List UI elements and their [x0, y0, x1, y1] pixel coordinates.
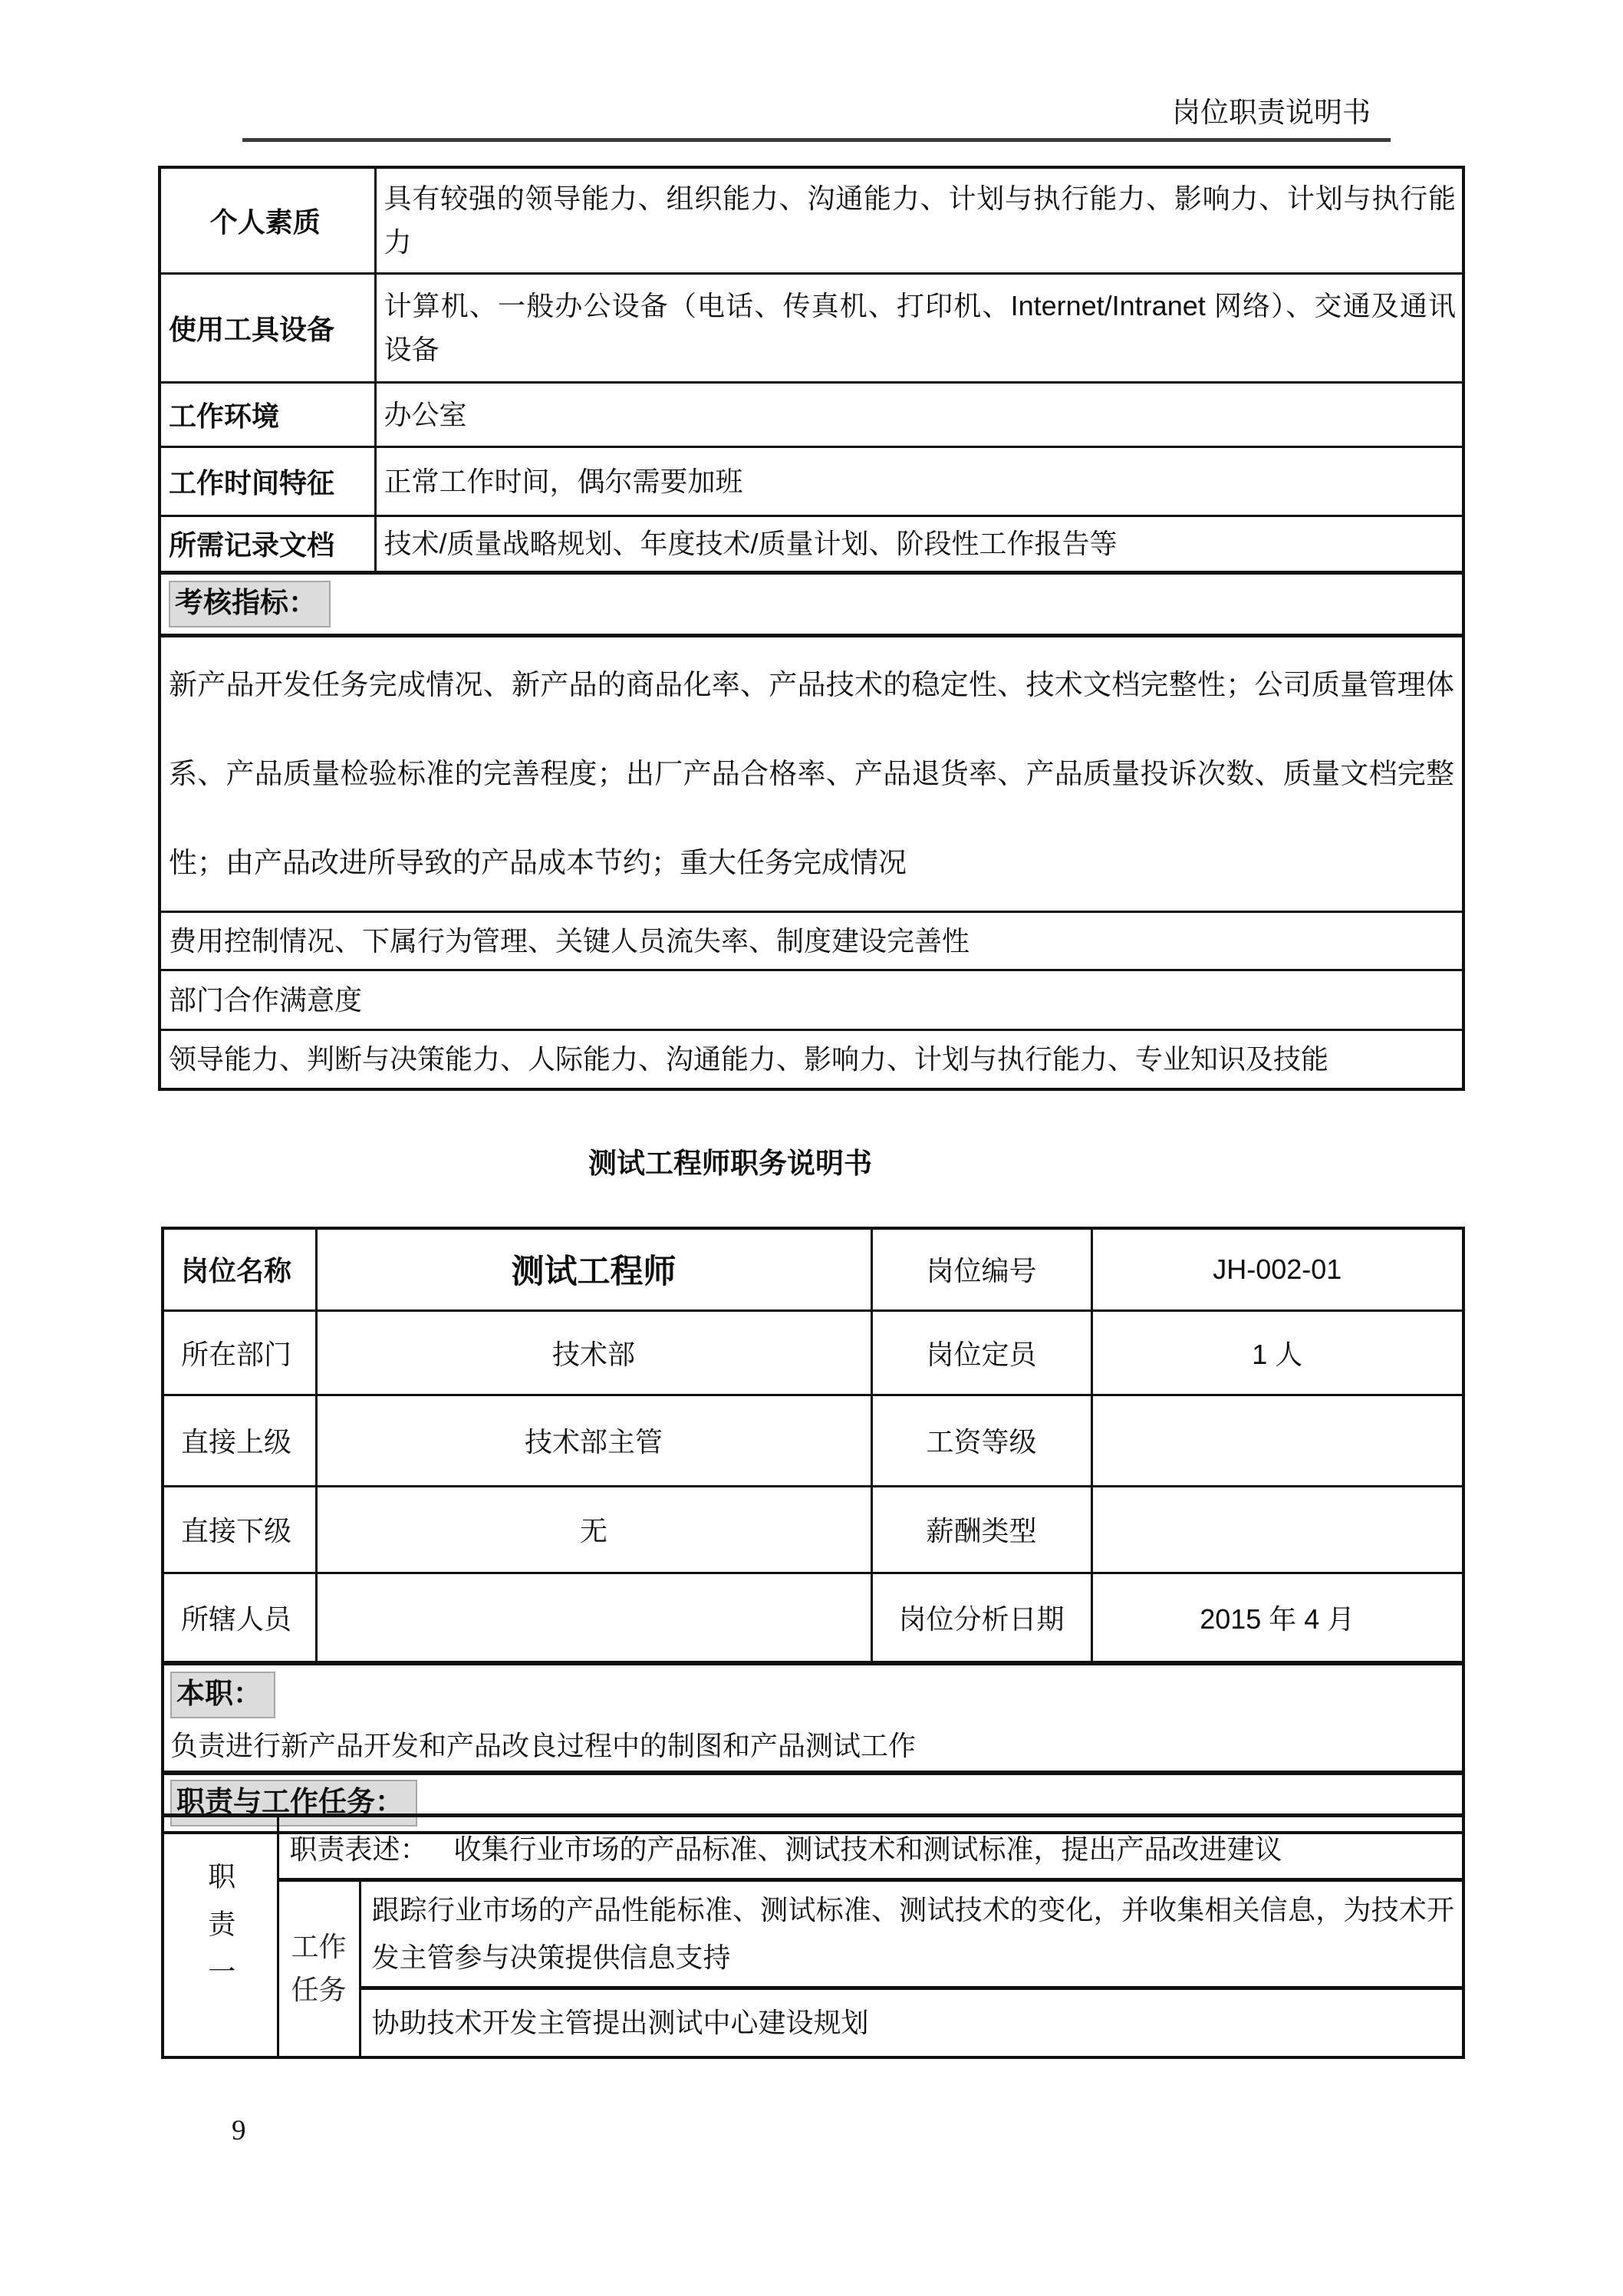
table-row	[163, 1395, 1463, 1486]
label-department: 所在部门	[163, 1310, 316, 1395]
value-position-name: 测试工程师	[316, 1228, 871, 1310]
page-number: 9	[232, 2115, 246, 2146]
main-duty-text: 负责进行新产品开发和产品改良过程中的制图和产品测试工作	[170, 1730, 917, 1761]
header-title: 岗位职责说明书	[1172, 97, 1371, 129]
duties-heading-highlight: 职责与工作任务：	[170, 1780, 417, 1827]
task-text-1: 跟踪行业市场的产品性能标准、测试标准、测试技术的变化，并收集相关信息，为技术开发主管参与决策提供信息支持	[360, 1880, 1463, 1988]
value-staff-managed	[316, 1573, 871, 1663]
kpi-heading-cell	[160, 572, 1463, 635]
duty-statement-cell	[278, 1816, 1463, 1880]
value-pay-type	[1091, 1486, 1463, 1573]
duty-statement-row	[163, 1816, 1463, 1880]
label-headcount: 岗位定员	[871, 1310, 1091, 1395]
label-staff-managed: 所辖人员	[163, 1573, 316, 1663]
kpi-text-cost: 费用控制情况、下属行为管理、关键人员流失率、制度建设完善性	[160, 911, 1463, 970]
row-label-documents: 所需记录文档	[160, 516, 375, 572]
row-label-tools: 使用工具设备	[160, 273, 375, 382]
duty-1-table	[161, 1813, 1465, 2059]
table-row	[163, 1228, 1463, 1310]
kpi-text-abilities: 领导能力、判断与决策能力、人际能力、沟通能力、影响力、计划与执行能力、专业知识及技能	[160, 1029, 1463, 1089]
kpi-row	[160, 1029, 1463, 1089]
value-analysis-date: 2015 年 4 月	[1091, 1573, 1463, 1663]
value-direct-superior: 技术部主管	[316, 1395, 871, 1486]
value-headcount: 1 人	[1091, 1310, 1463, 1395]
kpi-row	[160, 911, 1463, 970]
duty-statement-label: 职责表述：	[289, 1833, 428, 1865]
row-value-documents: 技术/质量战略规划、年度技术/质量计划、阶段性工作报告等	[375, 516, 1463, 572]
value-position-code: JH-002-01	[1091, 1228, 1463, 1310]
table-row	[160, 382, 1463, 446]
row-value-personal-quality: 具有较强的领导能力、组织能力、沟通能力、计划与执行能力、影响力、计划与执行能力	[375, 167, 1463, 273]
duty-number-label: 职责一	[204, 1861, 236, 2004]
position-info-table	[161, 1227, 1465, 1834]
kpi-row	[160, 635, 1463, 911]
requirements-kpi-table	[158, 166, 1465, 1091]
value-department: 技术部	[316, 1310, 871, 1395]
label-pay-type: 薪酬类型	[871, 1486, 1091, 1573]
label-position-name: 岗位名称	[163, 1228, 316, 1310]
row-value-working-hours: 正常工作时间，偶尔需要加班	[375, 446, 1463, 516]
main-duty-cell	[163, 1663, 1463, 1773]
tasks-label-cell: 工作任务	[278, 1880, 360, 2057]
table-row	[163, 1310, 1463, 1395]
row-label-working-hours: 工作时间特征	[160, 446, 375, 516]
row-value-environment: 办公室	[375, 382, 1463, 446]
table-row	[160, 273, 1463, 382]
value-salary-grade	[1091, 1395, 1463, 1486]
label-position-code: 岗位编号	[871, 1228, 1091, 1310]
kpi-text-main: 新产品开发任务完成情况、新产品的商品化率、产品技术的稳定性、技术文档完整性；公司质量管理体系、产品质量检验标准的完善程度；出厂产品合格率、产品退货率、产品质量投诉次数、质量文档完整性；由产品改进所导致的产品成本节约；重大任务完成情况	[160, 635, 1463, 911]
label-analysis-date: 岗位分析日期	[871, 1573, 1091, 1663]
duty-number-cell	[163, 1816, 278, 2057]
table-row	[160, 167, 1463, 273]
page-header	[242, 97, 1391, 142]
row-value-tools: 计算机、一般办公设备（电话、传真机、打印机、Internet/Intranet 网络）、交通及通讯设备	[375, 273, 1463, 382]
table-row	[160, 516, 1463, 572]
row-label-environment: 工作环境	[160, 382, 375, 446]
label-direct-superior: 直接上级	[163, 1395, 316, 1486]
table-row	[163, 1486, 1463, 1573]
kpi-row	[160, 970, 1463, 1029]
table-row	[163, 1573, 1463, 1663]
table-row	[160, 446, 1463, 516]
kpi-heading-highlight: 考核指标：	[169, 581, 331, 628]
task-text-2: 协助技术开发主管提出测试中心建设规划	[360, 1988, 1463, 2057]
row-label-personal-quality: 个人素质	[160, 167, 375, 273]
kpi-heading-row	[160, 572, 1463, 635]
value-direct-subordinate: 无	[316, 1486, 871, 1573]
label-salary-grade: 工资等级	[871, 1395, 1091, 1486]
duty-task-row	[163, 1880, 1463, 1988]
section-title: 测试工程师职务说明书	[588, 1148, 872, 1179]
label-direct-subordinate: 直接下级	[163, 1486, 316, 1573]
duty-statement-text: 收集行业市场的产品标准、测试技术和测试标准，提出产品改进建议	[453, 1833, 1282, 1865]
main-duty-row	[163, 1663, 1463, 1773]
kpi-text-satisfaction: 部门合作满意度	[160, 970, 1463, 1029]
main-duty-heading: 本职：	[170, 1672, 275, 1718]
